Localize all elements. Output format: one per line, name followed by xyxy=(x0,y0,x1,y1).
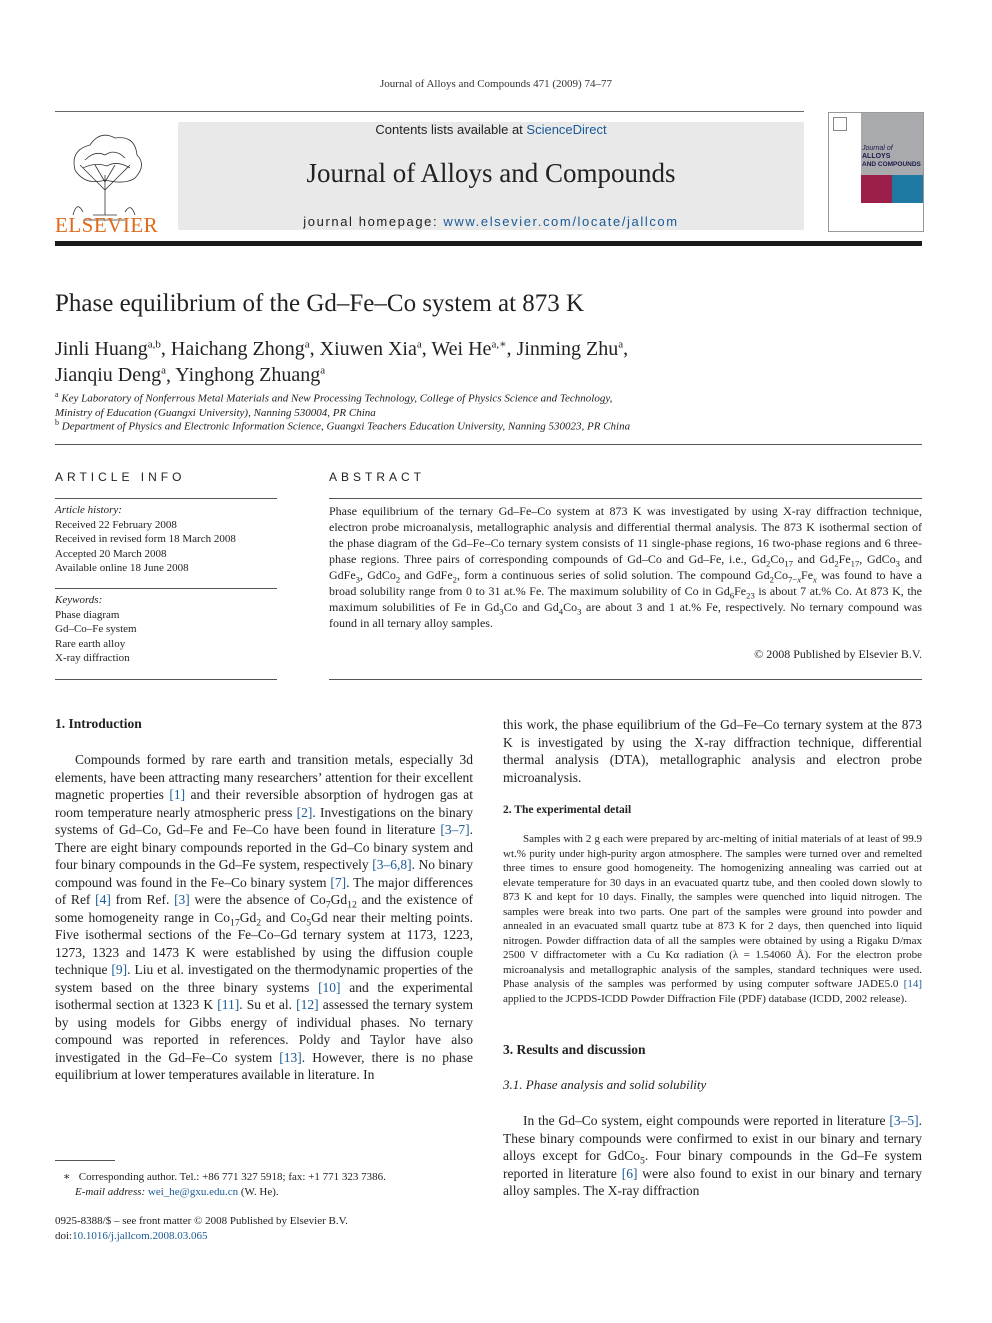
journal-cover-thumbnail xyxy=(828,112,924,232)
reference-link[interactable]: [14] xyxy=(903,978,922,990)
reference-link[interactable]: [6] xyxy=(621,1165,638,1181)
homepage-prefix: journal homepage: xyxy=(303,214,444,229)
paper-title: Phase equilibrium of the Gd–Fe–Co system at 873 K xyxy=(55,290,585,317)
introduction-paragraph: Compounds formed by rare earth and transition metals, especially 3d elements, have been attracting many researchers’ attention for their excellent magnetic properties [1] and their reversible absorption of hydrogen gas at room temperature nearly atmospheric press [2]. Investigations on the binary systems of Gd–Co, Gd–Fe and Fe–Co have been found in literature [3–7]. There are eight binary compounds reported in the Gd–Co binary system and four binary compounds in the Gd–Fe system, respectively [3–6,8]. No binary compound was found in the Fe–Co binary system [7]. The major differences of Ref [4] from Ref. [3] were the absence of $Co_7Gd_{12}$ and the existence of some homogeneity range in $Co_{17}Gd_2$ and $Co_5Gd$ near their melting points. Five isothermal sections of the Fe–Co–Gd ternary system at 1173, 1223, 1273, 1323 and 1473 K were established by using the diffusion couple technique [9]. Liu et al. investigated on the thermodynamic properties of the system based on the three binary systems [10] and the experimental isothermal section at 1323 K [11]. Su et al. [12] assessed the ternary system by using models for Gibbs energy of individual phases. No ternary compound was reported in references. Poldy and Taylor have also investigated in the Gd–Fe–Co system [13]. However, there is no phase equilibrium at lower temperatures available in literature. In xyxy=(55,752,474,1082)
abstract-rule-top xyxy=(329,498,922,499)
info-rule-mid xyxy=(55,588,277,589)
author[interactable]: Yinghong Zhuang$^a$ xyxy=(175,364,326,387)
affiliation-b: $^b$ Department of Physics and Electronic Information Science, Guangxi Teachers Education University, Nanning 530023, PR China xyxy=(55,418,631,433)
header-thick-rule xyxy=(55,241,922,246)
cover-title-line1: Journal of xyxy=(862,145,893,152)
author-email-link[interactable]: wei_he@gxu.edu.cn xyxy=(147,1185,239,1198)
reference-link[interactable]: [11] xyxy=(217,997,240,1012)
reference-link[interactable]: [3–6,8] xyxy=(372,857,412,872)
abstract-heading: ABSTRACT xyxy=(329,470,426,484)
section-heading-experimental: 2. The experimental detail xyxy=(503,804,632,816)
cover-title xyxy=(862,145,922,169)
reference-link[interactable]: [7] xyxy=(330,874,347,890)
cover-title-line3: AND COMPOUNDS xyxy=(862,161,921,168)
reference-link[interactable]: [12] xyxy=(296,997,319,1012)
introduction-paragraph-continued: this work, the phase equilibrium of the Gd–Fe–Co ternary system at the 873 K is investigated by using the X-ray diffraction technique, differential thermal analysis (DTA), metallographic analysis and electron probe microanalysis. xyxy=(503,717,922,785)
results-paragraph: In the Gd–Co system, eight compounds were reported in literature [3–5]. These binary compounds were confirmed to exist in our binary and ternary alloys except for GdCo$_5$. Four binary compounds in the Gd–Fe system reported in literature [6] were also found to exist in our binary and ternary alloy samples. The X-ray diffraction xyxy=(503,1113,923,1198)
author[interactable]: Wei $He^{a,∗}$ xyxy=(431,337,507,360)
author-list xyxy=(55,333,922,386)
footnote-rule xyxy=(55,1160,115,1161)
doi-link[interactable]: 10.1016/j.jallcom.2008.03.065 xyxy=(72,1229,208,1242)
section-heading-introduction: 1. Introduction xyxy=(55,716,142,731)
reference-link[interactable]: [4] xyxy=(95,892,111,907)
author[interactable]: Jinming Zhu$^a$ xyxy=(516,337,624,360)
journal-citation: Journal of Alloys and Compounds 471 (2009) 74–77 xyxy=(380,78,612,90)
info-rule-bottom xyxy=(55,679,277,680)
cover-blue-block xyxy=(892,175,923,203)
experimental-paragraph: Samples with 2 g each were prepared by arc-melting of initial materials of at least of 99.9 wt.% purity under high-purity argon atmosphere. The samples were turned over and remelted three times to ensure good homogeneity. The homogenizing annealing was carried out at elevate temperature for 30 days in an evacuated quartz tube, and then cooled down slowly to 873 K and kept for 10 days. Finally, the samples were quenched into liquid nitrogen. The samples were break into two parts. One part of the samples were ground into powder and annealed in an evacuated small quartz tube at 873 K for 2 days, then quenched into liquid nitrogen. Powder diffraction data of all the samples were obtained by using a Rigaku D/max 2500 V diffractometer with a Cu Kα radiation (λ = 1.54060 Å). For the electron probe microanalysis and metallographic analysis of the samples, standard techniques were used. Phase analysis of the samples was performed by using computer software JADE5.0 [14] applied to the JCPDS-ICDD Powder Diffraction File (PDF) database (ICDD, 2002 release). xyxy=(503,833,922,1005)
article-info-heading: ARTICLE INFO xyxy=(55,470,186,484)
reference-link[interactable]: [10] xyxy=(318,979,341,995)
author[interactable]: Jinli Huang$^{a,b}$ xyxy=(55,337,161,360)
keywords: Keywords: Phase diagram Gd–Co–Fe system Rare earth alloy X-ray diffraction xyxy=(55,594,137,664)
author-line-1: Jinli Huang$^{a,b}$, Haichang Zhong$^a$, Xiuwen Xia$^a$, Wei $He^{a,∗}$, Jinming Zhu$^a$, xyxy=(55,337,629,360)
author[interactable]: Jianqiu Deng$^a$ xyxy=(55,364,166,387)
abstract-text: Phase equilibrium of the ternary Gd–Fe–Co system at 873 K was investigated by using X-ray diffraction technique, electron probe microanalysis, metallographic analysis and differential thermal analysis. The 873 K isothermal section of the phase diagram of the Gd–Fe–Co ternary system consists of 11 single-phase regions, 16 two-phase regions and 6 three-phase regions. Three pairs of corresponding compounds of Gd–Co and Gd–Fe, i.e., $Gd_2Co_{17}$ and $Gd_2Fe_{17}$, GdCo$_3$ and GdFe$_3$, GdCo$_2$ and GdFe$_2$, form a continuous series of solid solution. The compound $Gd_2Co_{7-x}Fe_x$ was found to have a broad solubility range from 0 to 31 at.% Fe. The maximum solubility of Co in $Gd_6Fe_{23}$ is about 7 at.% Co. At 873 K, the maximum solubilities of Fe in $Gd_3Co$ and $Gd_4Co_3$ are about 3 and 1 at.% Fe, respectively. No ternary compound was found in all ternary alloy samples. xyxy=(329,504,923,630)
elsevier-wordmark: ELSEVIER xyxy=(55,213,159,237)
section-heading-results: 3. Results and discussion xyxy=(503,1042,646,1057)
journal-title: Journal of Alloys and Compounds xyxy=(306,158,676,188)
subsection-heading-phase-analysis: 3.1. Phase analysis and solid solubility xyxy=(503,1077,707,1092)
reference-link[interactable]: [3] xyxy=(174,892,190,907)
corresponding-author-footnote: ∗ Corresponding author. Tel.: +86 771 327 5918; fax: +1 771 323 7386. E-mail address: wei_he@gxu.edu.cn (W. He). xyxy=(63,1171,386,1198)
abstract-copyright: © 2008 Published by Elsevier B.V. xyxy=(754,647,922,661)
front-matter: 0925-8388/$ – see front matter © 2008 Published by Elsevier B.V. doi:10.1016/j.jallcom.2008.03.065 xyxy=(55,1215,348,1242)
affiliation-a: $^a$ Key Laboratory of Nonferrous Metal Materials and New Processing Technology, College of Physics Science and Technology, Ministry of Education (Guangxi University), Nanning 530004, PR China xyxy=(55,390,613,419)
reference-link[interactable]: [3–7] xyxy=(440,822,470,837)
article-history: Article history: Received 22 February 2008 Received in revised form 18 March 2008 Accepted 20 March 2008 Available online 18 June 2008 xyxy=(55,504,236,574)
cover-title-line2: ALLOYS xyxy=(862,153,891,160)
reference-link[interactable]: [9] xyxy=(111,962,128,977)
header-rule xyxy=(55,111,804,112)
cover-magenta-block xyxy=(861,175,892,203)
homepage-link[interactable]: www.elsevier.com/locate/jallcom xyxy=(443,214,679,229)
info-rule-top xyxy=(55,498,277,499)
contents-line xyxy=(178,122,804,137)
journal-homepage xyxy=(178,214,804,229)
sciencedirect-link[interactable]: ScienceDirect xyxy=(526,122,607,137)
reference-link[interactable]: [3–5] xyxy=(889,1113,919,1128)
author-line-2: Jianqiu Deng$^a$, Yinghong Zhuang$^a$ xyxy=(55,364,326,387)
author[interactable]: Xiuwen Xia$^a$ xyxy=(319,337,422,360)
author[interactable]: Haichang Zhong$^a$ xyxy=(170,337,310,360)
affiliation-rule xyxy=(55,444,922,445)
reference-link[interactable]: [2] xyxy=(296,804,313,820)
reference-link[interactable]: [1] xyxy=(169,787,186,802)
abstract-rule-bottom xyxy=(329,679,922,680)
reference-link[interactable]: [13] xyxy=(279,1049,302,1065)
cover-logo-icon xyxy=(833,117,847,131)
contents-prefix: Contents lists available at xyxy=(375,122,527,137)
